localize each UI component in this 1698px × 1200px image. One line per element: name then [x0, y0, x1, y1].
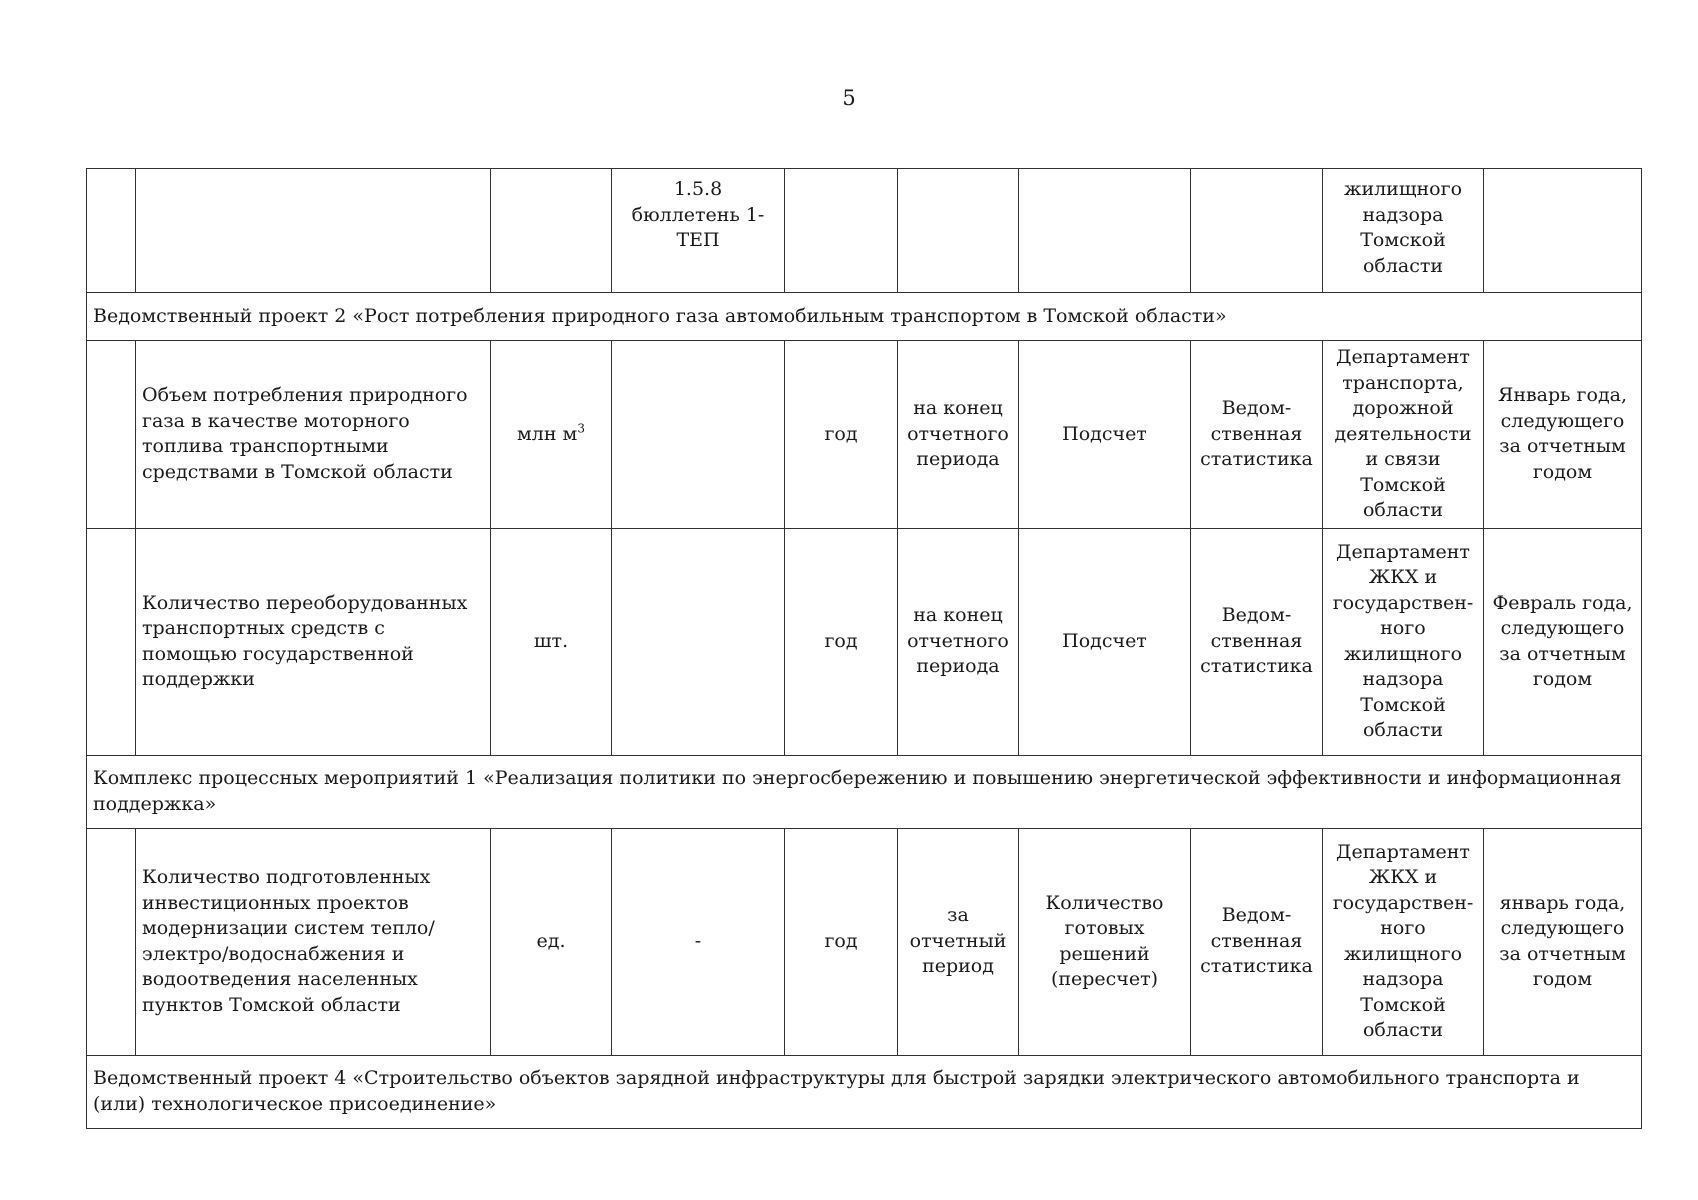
cell-number: [87, 341, 136, 529]
cell-unit: шт.: [491, 528, 612, 755]
cell-method: Подсчет: [1019, 341, 1191, 529]
cell-deadline: [1484, 169, 1642, 293]
table-row: [87, 828, 1642, 1055]
cell-responsible: Департамент ЖКХ и государствен-ного жилищного надзора Томской области: [1323, 828, 1484, 1055]
cell-responsible: Департамент ЖКХ и государствен-ного жилищного надзора Томской области: [1323, 528, 1484, 755]
cell-data-source: [1191, 169, 1323, 293]
cell-method: Количество готовых решений (пересчет): [1019, 828, 1191, 1055]
cell-time-characteristic: [898, 169, 1019, 293]
cell-data-source: Ведом-ственная статистика: [1191, 528, 1323, 755]
section-title: Ведомственный проект 2 «Рост потребления природного газа автомобильным транспортом в Томской области»: [87, 293, 1642, 341]
cell-responsible: жилищного надзора Томской области: [1323, 169, 1484, 293]
cell-deadline: январь года, следующего за отчетным годом: [1484, 828, 1642, 1055]
cell-source: [612, 341, 785, 529]
cell-data-source: Ведом-ственная статистика: [1191, 341, 1323, 529]
cell-periodicity: год: [785, 828, 898, 1055]
unit-superscript: 3: [577, 421, 585, 436]
section-title: Комплекс процессных мероприятий 1 «Реализация политики по энергосбережению и повышению энергетической эффективности и информационная поддержка»: [87, 755, 1642, 828]
cell-time-characteristic: за отчетный период: [898, 828, 1019, 1055]
cell-deadline: Февраль года, следующего за отчетным годом: [1484, 528, 1642, 755]
cell-number: [87, 169, 136, 293]
cell-periodicity: [785, 169, 898, 293]
cell-source: [612, 528, 785, 755]
section-row: [87, 1055, 1642, 1128]
cell-indicator: Количество переоборудованных транспортных средств с помощью государственной поддержки: [136, 528, 491, 755]
cell-method: Подсчет: [1019, 528, 1191, 755]
cell-method: [1019, 169, 1191, 293]
section-row: [87, 755, 1642, 828]
cell-indicator: Объем потребления природного газа в качестве моторного топлива транспортными средствами в Томской области: [136, 341, 491, 529]
cell-data-source: Ведом-ственная статистика: [1191, 828, 1323, 1055]
cell-source: 1.5.8 бюллетень 1-ТЕП: [612, 169, 785, 293]
cell-number: [87, 528, 136, 755]
section-title: Ведомственный проект 4 «Строительство объектов зарядной инфраструктуры для быстрой зарядки электрического автомобильного транспорта и (или) технологическое присоединение»: [87, 1055, 1642, 1128]
cell-periodicity: год: [785, 341, 898, 529]
cell-unit: [491, 341, 612, 529]
cell-time-characteristic: на конец отчетного периода: [898, 341, 1019, 529]
cell-source: -: [612, 828, 785, 1055]
cell-number: [87, 828, 136, 1055]
table-row: [87, 169, 1642, 293]
cell-deadline: Январь года, следующего за отчетным годом: [1484, 341, 1642, 529]
section-row: [87, 293, 1642, 341]
cell-responsible: Департамент транспорта, дорожной деятельности и связи Томской области: [1323, 341, 1484, 529]
cell-unit: [491, 169, 612, 293]
cell-time-characteristic: на конец отчетного периода: [898, 528, 1019, 755]
cell-indicator: Количество подготовленных инвестиционных проектов модернизации систем тепло/электро/водоснабжения и водоотведения населенных пунктов Томской области: [136, 828, 491, 1055]
table-row: [87, 528, 1642, 755]
page-number: 5: [842, 86, 856, 110]
table-row: [87, 341, 1642, 529]
unit-text: млн м: [517, 422, 578, 445]
cell-unit: ед.: [491, 828, 612, 1055]
cell-periodicity: год: [785, 528, 898, 755]
cell-indicator: [136, 169, 491, 293]
indicators-table: [86, 168, 1642, 1129]
